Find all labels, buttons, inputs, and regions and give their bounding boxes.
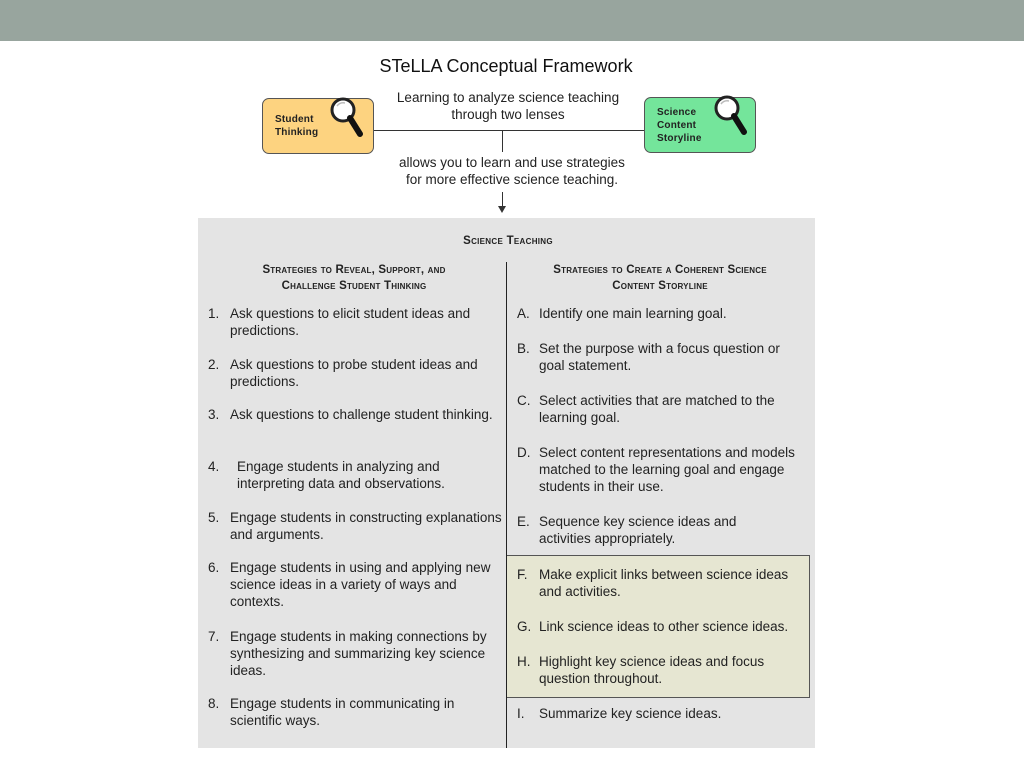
list-text: Engage students in making connections by synthesizing and summarizing key science ideas. bbox=[230, 629, 487, 678]
list-text: Ask questions to probe student ideas and predictions. bbox=[230, 357, 478, 389]
caption-strategies: allows you to learn and use strategies for more effective science teaching. bbox=[399, 155, 625, 187]
list-text: Engage students in constructing explanations and arguments. bbox=[230, 510, 502, 542]
list-marker: I. bbox=[517, 706, 525, 721]
list-text: Set the purpose with a focus question or goal statement. bbox=[539, 341, 780, 373]
header-bar bbox=[0, 0, 1024, 41]
list-marker: 4. bbox=[208, 459, 220, 474]
panel-title: Science Teaching bbox=[463, 235, 553, 247]
list-marker: E. bbox=[517, 514, 530, 529]
list-text: Summarize key science ideas. bbox=[539, 706, 722, 721]
left-column-heading: Strategies to Reveal, Support, and Challenge Student Thinking bbox=[262, 264, 446, 292]
list-text: Make explicit links between science ideas and activities. bbox=[539, 567, 789, 599]
list-text: Link science ideas to other science ideas. bbox=[539, 619, 789, 634]
list-text: Select content representations and models matched to the learning goal and engage students in their use. bbox=[539, 445, 795, 494]
science-content-storyline-lens bbox=[644, 97, 756, 153]
caption-two-lenses: Learning to analyze science teaching through two lenses bbox=[396, 90, 620, 122]
list-marker: D. bbox=[517, 445, 531, 460]
list-text: Engage students in communicating in scientific ways. bbox=[230, 696, 455, 728]
list-marker: 1. bbox=[208, 306, 220, 321]
list-marker: A. bbox=[517, 306, 530, 321]
list-text: Ask questions to challenge student thinking. bbox=[230, 407, 493, 422]
magnifying-glass-icon bbox=[329, 96, 365, 140]
list-marker: 6. bbox=[208, 560, 220, 575]
list-marker: F. bbox=[517, 567, 528, 582]
list-marker: 2. bbox=[208, 357, 220, 372]
center-connector-line bbox=[502, 131, 503, 152]
right-column-heading: Strategies to Create a Coherent Science Content Storyline bbox=[553, 264, 767, 292]
list-marker: 8. bbox=[208, 696, 220, 711]
list-text: Engage students in analyzing and interpreting data and observations. bbox=[237, 459, 445, 491]
column-divider bbox=[506, 262, 507, 748]
list-text: Select activities that are matched to the learning goal. bbox=[539, 393, 775, 425]
list-text: Engage students in using and applying new science ideas in a variety of ways and contexts. bbox=[230, 560, 491, 609]
lens-connector-line bbox=[374, 130, 644, 131]
list-marker: C. bbox=[517, 393, 531, 408]
student-thinking-label: Student Thinking bbox=[275, 114, 319, 138]
list-marker: 5. bbox=[208, 510, 220, 525]
list-text: Highlight key science ideas and focus question throughout. bbox=[539, 654, 765, 686]
page-title: STeLLA Conceptual Framework bbox=[379, 56, 633, 76]
science-content-storyline-label: Science Content Storyline bbox=[657, 107, 702, 144]
list-marker: 3. bbox=[208, 407, 220, 422]
list-marker: 7. bbox=[208, 629, 220, 644]
list-text: Identify one main learning goal. bbox=[539, 306, 727, 321]
down-arrow-icon bbox=[498, 206, 506, 213]
list-marker: G. bbox=[517, 619, 532, 634]
list-text: Ask questions to elicit student ideas and predictions. bbox=[230, 306, 471, 338]
list-text: Sequence key science ideas and activities appropriately. bbox=[539, 514, 737, 546]
magnifying-glass-icon bbox=[713, 94, 749, 138]
student-thinking-lens bbox=[262, 98, 374, 154]
list-marker: H. bbox=[517, 654, 531, 669]
list-marker: B. bbox=[517, 341, 530, 356]
